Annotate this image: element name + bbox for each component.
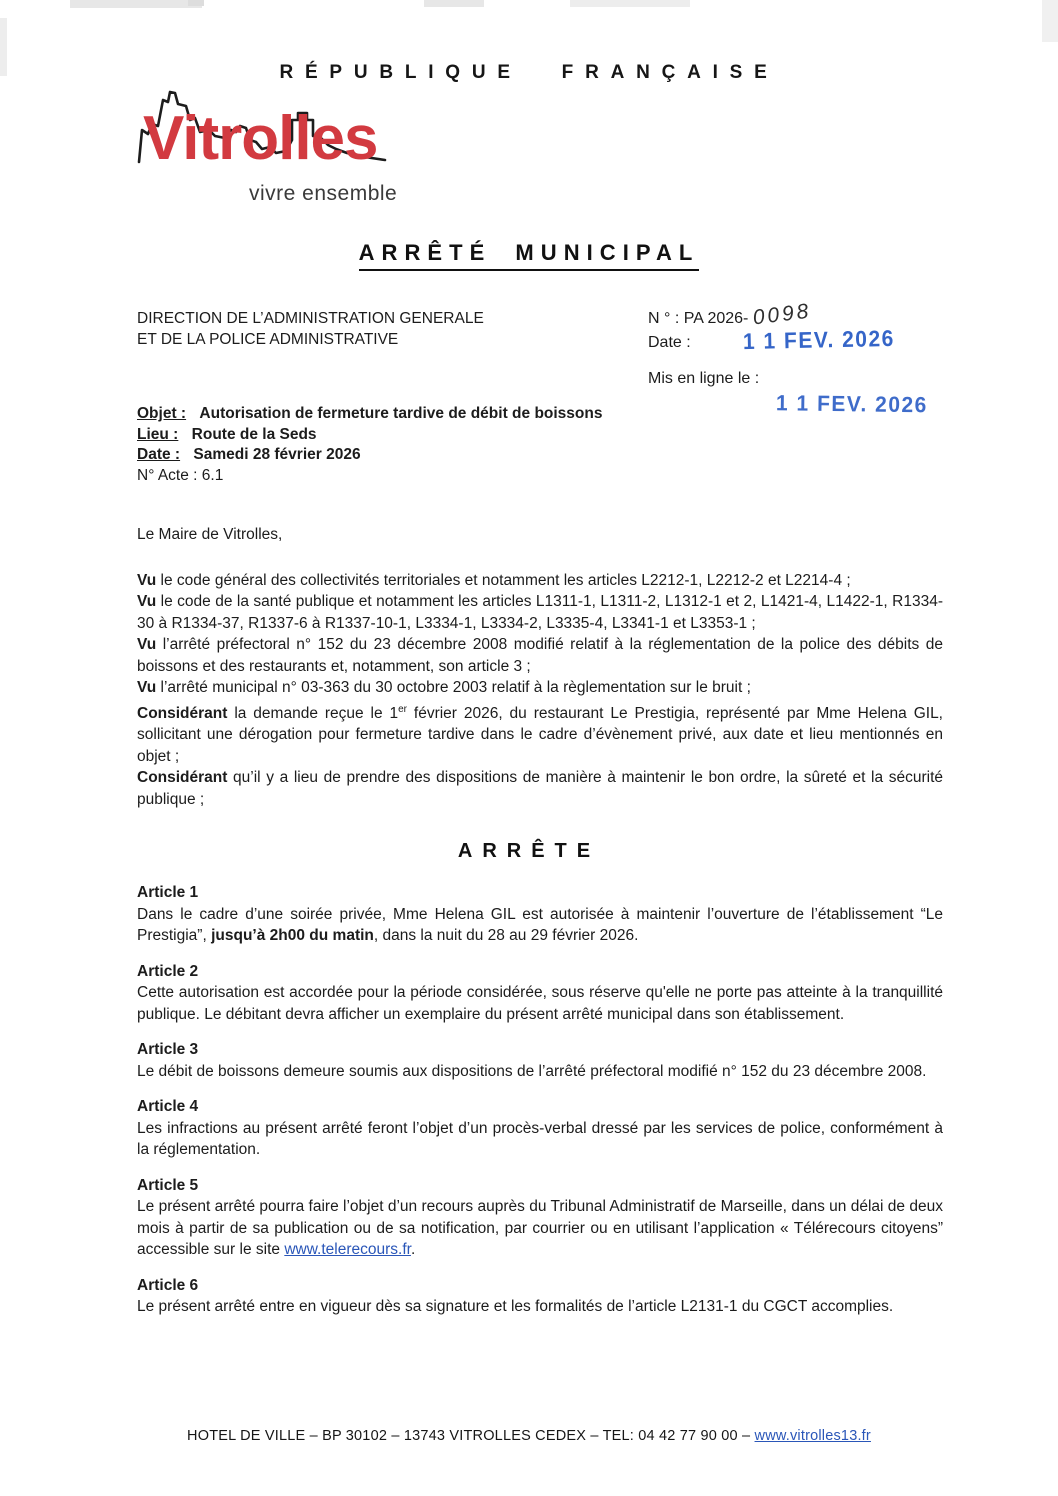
scan-artifact xyxy=(188,0,204,6)
lieu-value: Route de la Seds xyxy=(191,425,317,443)
article-text: , dans la nuit du 28 au 29 février 2026. xyxy=(373,927,639,944)
article-body: Le débit de boissons demeure soumis aux dispositions de l’arrêté préfectoral modifié n° 152 du 23 décembre 2008. xyxy=(137,1062,927,1080)
scan-artifact xyxy=(70,0,202,8)
considerant-text: la demande reçue le 1 xyxy=(227,704,399,722)
decree-date-row xyxy=(648,326,978,355)
preamble-block xyxy=(137,524,943,810)
arrete-heading: ARRÊTE xyxy=(457,840,601,862)
title-wrap xyxy=(0,240,1058,271)
article-5 xyxy=(137,1175,943,1261)
article-text-bold: jusqu’à 2h00 du matin xyxy=(211,927,374,944)
republic-header: RÉPUBLIQUE FRANÇAISE xyxy=(279,62,779,83)
article-text: Dans le cadre d’une soirée privée, Mme Helena GIL est autorisée à maintenir l’ouverture de l’établissement “Le Prestigia”, xyxy=(137,905,943,944)
objet-label: Objet : xyxy=(137,405,187,422)
scan-artifact xyxy=(424,0,484,7)
vitrolles-website-link[interactable]: www.vitrolles13.fr xyxy=(754,1428,871,1444)
considerant-clause xyxy=(137,767,943,810)
vu-text: le code général des collectivités territoriales et notamment les articles L2212-1, L2212-2 et L2214-4 ; xyxy=(156,571,851,589)
decree-number-handwritten: 0098 xyxy=(751,299,813,330)
article-title: Article 5 xyxy=(137,1176,199,1194)
article-title: Article 3 xyxy=(137,1041,199,1058)
vitrolles-logo xyxy=(137,78,447,223)
article-title: Article 4 xyxy=(137,1098,199,1115)
article-3 xyxy=(137,1039,943,1082)
date-doc-label: Date : xyxy=(137,446,181,463)
article-title: Article 1 xyxy=(137,884,199,901)
direction-line2: ET DE LA POLICE ADMINISTRATIVE xyxy=(137,331,399,348)
direction-line1: DIRECTION DE L’ADMINISTRATION GENERALE xyxy=(137,310,484,327)
considerant-lead: Considérant xyxy=(137,704,228,722)
subject-block xyxy=(137,404,943,486)
vu-lead: Vu xyxy=(137,571,157,589)
logo-tagline: vivre ensemble xyxy=(249,182,398,205)
logo-name: Vitrolles xyxy=(143,104,378,173)
vu-clause xyxy=(137,634,943,677)
considerant-text: février 2026, du restaurant Le Prestigia, représenté par Mme Helena GIL, sollicitant une dérogation pour fermeture tardive dans le cadre d’évènement privé, aux date et lieu mentionnés en objet ; xyxy=(137,704,943,765)
article-title: Article 2 xyxy=(137,962,199,980)
vu-text: l’arrêté municipal n° 03-363 du 30 octobre 2003 relatif à la règlementation sur le bruit ; xyxy=(156,679,751,696)
vu-text: l’arrêté préfectoral n° 152 du 23 décembre 2008 modifié relatif à la réglementation de la police des débits de boissons et des restaurants et, notamment, son article 3 ; xyxy=(137,636,943,675)
date-doc-value: Samedi 28 février 2026 xyxy=(193,446,361,463)
considerant-lead: Considérant xyxy=(137,769,228,787)
considerant-text: qu’il y a lieu de prendre des dispositions de manière à maintenir le bon ordre, la sûreté et la sécurité publique ; xyxy=(137,769,943,808)
acte-line: N° Acte : 6.1 xyxy=(137,466,224,484)
online-date-label: Mis en ligne le : xyxy=(648,370,760,387)
vu-clause xyxy=(137,570,943,592)
lieu-line xyxy=(137,425,943,446)
date-line xyxy=(137,445,943,466)
article-title: Article 6 xyxy=(137,1276,199,1294)
direction-block xyxy=(137,308,617,350)
article-body: Le présent arrêté entre en vigueur dès sa signature et les formalités de l’article L2131-1 du CGCT accomplies. xyxy=(137,1298,894,1315)
lieu-label: Lieu : xyxy=(137,425,179,443)
article-text: Le présent arrêté pourra faire l’objet d’un recours auprès du Tribunal Administratif de Marseille, dans un délai de deux mois à partir de sa publication ou de sa notification, par courrier ou en utilisant l’application « Télérecours citoyens” accessible sur le site xyxy=(137,1198,943,1258)
considerant-clause xyxy=(137,699,943,768)
article-body: Cette autorisation est accordée pour la période considérée, sous réserve qu'elle ne porte pas atteinte à la tranquillité publique. Le débitant devra afficher un exemplaire du présent arrêté municipal dans son établissement. xyxy=(137,984,943,1023)
vu-lead: Vu xyxy=(137,593,157,610)
article-text: . xyxy=(410,1241,416,1258)
vu-text: le code de la santé publique et notamment les articles L1311-1, L1311-2, L1312-1 et 2, L1421-4, L1422-1, R1334-30 à R1334-37, R1337-6 à R1337-10-1, L3334-1, L3334-2, L3335-4, L3341-1 et L3353-1 ; xyxy=(137,593,943,632)
vu-clause xyxy=(137,591,943,634)
telerecours-link[interactable]: www.telerecours.fr xyxy=(284,1241,411,1258)
article-body: Les infractions au présent arrêté feront l’objet d’un procès-verbal dressé par les services de police, conformément à la réglementation. xyxy=(137,1119,943,1158)
article-body xyxy=(137,1196,943,1261)
decree-date-label: Date : xyxy=(648,334,691,351)
vu-lead: Vu xyxy=(137,636,157,653)
scan-artifact xyxy=(570,0,690,7)
article-6 xyxy=(137,1275,943,1318)
scan-artifact xyxy=(1042,0,1058,42)
article-2 xyxy=(137,961,943,1026)
footer-text: HOTEL DE VILLE – BP 30102 – 13743 VITROLLES CEDEX – TEL: 04 42 77 90 00 – xyxy=(187,1428,755,1444)
footer xyxy=(0,1428,1058,1444)
vu-lead: Vu xyxy=(137,679,157,696)
page-title: ARRÊTÉ MUNICIPAL xyxy=(359,240,700,271)
salutation: Le Maire de Vitrolles, xyxy=(137,526,283,543)
article-4 xyxy=(137,1096,943,1161)
date-stamp: 1 1 FEV. 2026 xyxy=(742,326,896,355)
article-body xyxy=(137,904,943,947)
meta-right-block xyxy=(648,299,978,418)
objet-line xyxy=(137,404,943,425)
online-date-stamp: 1 1 FEV. 2026 xyxy=(775,391,928,418)
articles-block xyxy=(137,882,943,1332)
decree-number-label: N ° : PA 2026- xyxy=(648,310,749,327)
vu-clause xyxy=(137,677,943,699)
decree-number-row xyxy=(648,299,978,330)
objet-value: Autorisation de fermeture tardive de débit de boissons xyxy=(199,405,603,422)
superscript-er: er xyxy=(398,703,407,715)
article-1 xyxy=(137,882,943,947)
